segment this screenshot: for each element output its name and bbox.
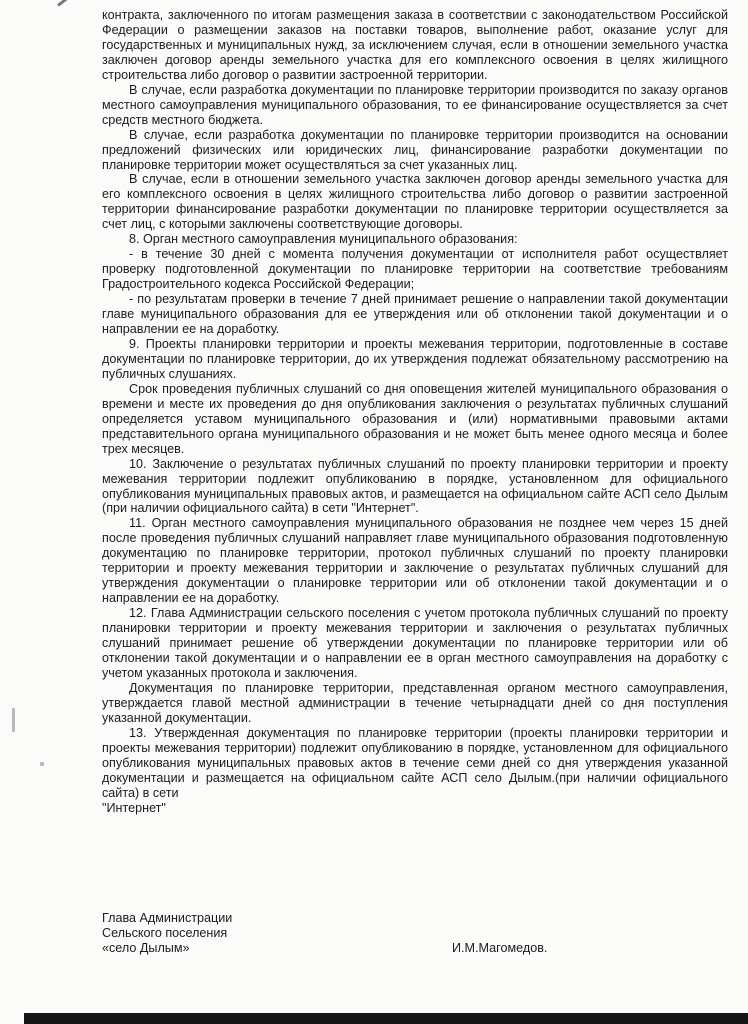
- signatory-name: И.М.Магомедов.: [452, 941, 548, 955]
- paragraph: В случае, если разработка документации по планировке территории производится по заказу органов местного самоуправления муниципального образования, то ее финансирование осуществляется за счет средств местного бюджета.: [102, 82, 728, 127]
- paragraph: В случае, если в отношении земельного участка заключен договор аренды земельного участка для его комплексного освоения в целях жилищного строительства либо договор о развитии застроенной территории финансирование разработки документации по планировке территории осуществляется за счет лиц, с которыми заключены соответствующие договоры.: [102, 172, 728, 232]
- paragraph: В случае, если разработка документации по планировке территории производится на основании предложений физических или юридических лиц, финансирование разработки документации по планировке территории может осуществляться за счет указанных лиц.: [102, 127, 728, 172]
- paragraph: 9. Проекты планировки территории и проекты межевания территории, подготовленные в составе документации по планировке территории, до их утверждения подлежат обязательному рассмотрению на публичных слушаниях.: [102, 336, 728, 381]
- paragraph: 10. Заключение о результатах публичных слушаний по проекту планировки территории и проекту межевания территории подлежит опубликованию в порядке, установленном для официального опубликования муниципальных правовых актов, и размещается на официальном сайте АСП село Дылым (при наличии официального сайта) в сети "Интернет".: [102, 456, 728, 516]
- paragraph: контракта, заключенного по итогам размещения заказа в соответствии с законодательством Российской Федерации о размещении заказов на поставки товаров, выполнение работ, оказание услуг для государственных и муниципальных нужд, за исключением случая, если в отношении земельного участка заключен договор аренды земельного участка для его комплексного освоения в целях жилищного строительства либо договор о развитии застроенной территории.: [102, 8, 728, 82]
- scan-artifact-mark: [57, 0, 84, 7]
- scan-speck: [12, 708, 15, 732]
- paragraph: "Интернет": [102, 800, 166, 815]
- paragraph: - по результатам проверки в течение 7 дней принимает решение о направлении такой документации главе муниципального образования для ее утверждения или об отклонении такой документации и о направлении ее на доработку.: [102, 292, 728, 337]
- document-body: [102, 8, 728, 815]
- paragraph: 13. Утвержденная документация по планировке территории (проекты планировки территории и проекты межевания территории) подлежит опубликованию в порядке, установленном для официального опубликования муниципальных правовых актов в течение семи дней со дня утверждения указанной документации и размещается на официальном сайте АСП село Дылым.(при наличии официального сайта) в сети: [102, 725, 728, 800]
- signatory-title-line: Глава Администрации: [102, 911, 233, 925]
- paragraph: 11. Орган местного самоуправления муниципального образования не позднее чем через 15 дней после проведения публичных слушаний направляет главе муниципального образования подготовленную документацию по планировке территории, протокол публичных слушаний по проекту планировки территории и проекту межевания территории и заключение о результатах публичных слушаний для утверждения документации о планировке территории или об отклонении такой документации и о направлении ее на доработку.: [102, 516, 728, 606]
- paragraph: Документация по планировке территории, представленная органом местного самоуправления, утверждается главой местной администрации в течение четырнадцати дней со дня поступления указанной документации.: [102, 680, 728, 725]
- signature-block: [102, 911, 728, 971]
- scan-speck: [40, 762, 44, 766]
- paragraph: 8. Орган местного самоуправления муниципального образования:: [129, 232, 518, 247]
- signatory-title: [102, 911, 232, 956]
- scan-bottom-edge: [24, 1013, 748, 1024]
- signatory-title-line: «село Дылым»: [102, 940, 190, 955]
- paragraph: 12. Глава Администрации сельского поселения с учетом протокола публичных слушаний по проекту планировки территории и проекту межевания территории и заключения о результатах публичных слушаний принимает решение об утверждении документации по планировке территории или об отклонении такой документации и о направлении ее в орган местного самоуправления на доработку с учетом указанных протокола и заключения.: [102, 606, 728, 680]
- paragraph: - в течение 30 дней с момента получения документации от исполнителя работ осуществляет проверку подготовленной документации по планировке территории на соответствие требованиям Градостроительного кодекса Российской Федерации;: [102, 247, 728, 292]
- paragraph: Срок проведения публичных слушаний со дня оповещения жителей муниципального образования о времени и месте их проведения до дня опубликования заключения о результатах публичных слушаний определяется уставом муниципального образования и (или) нормативными правовыми актами представительного органа муниципального образования и не может быть менее одного месяца и более трех месяцев.: [102, 381, 728, 456]
- signatory-title-line: Сельского поселения: [102, 925, 228, 940]
